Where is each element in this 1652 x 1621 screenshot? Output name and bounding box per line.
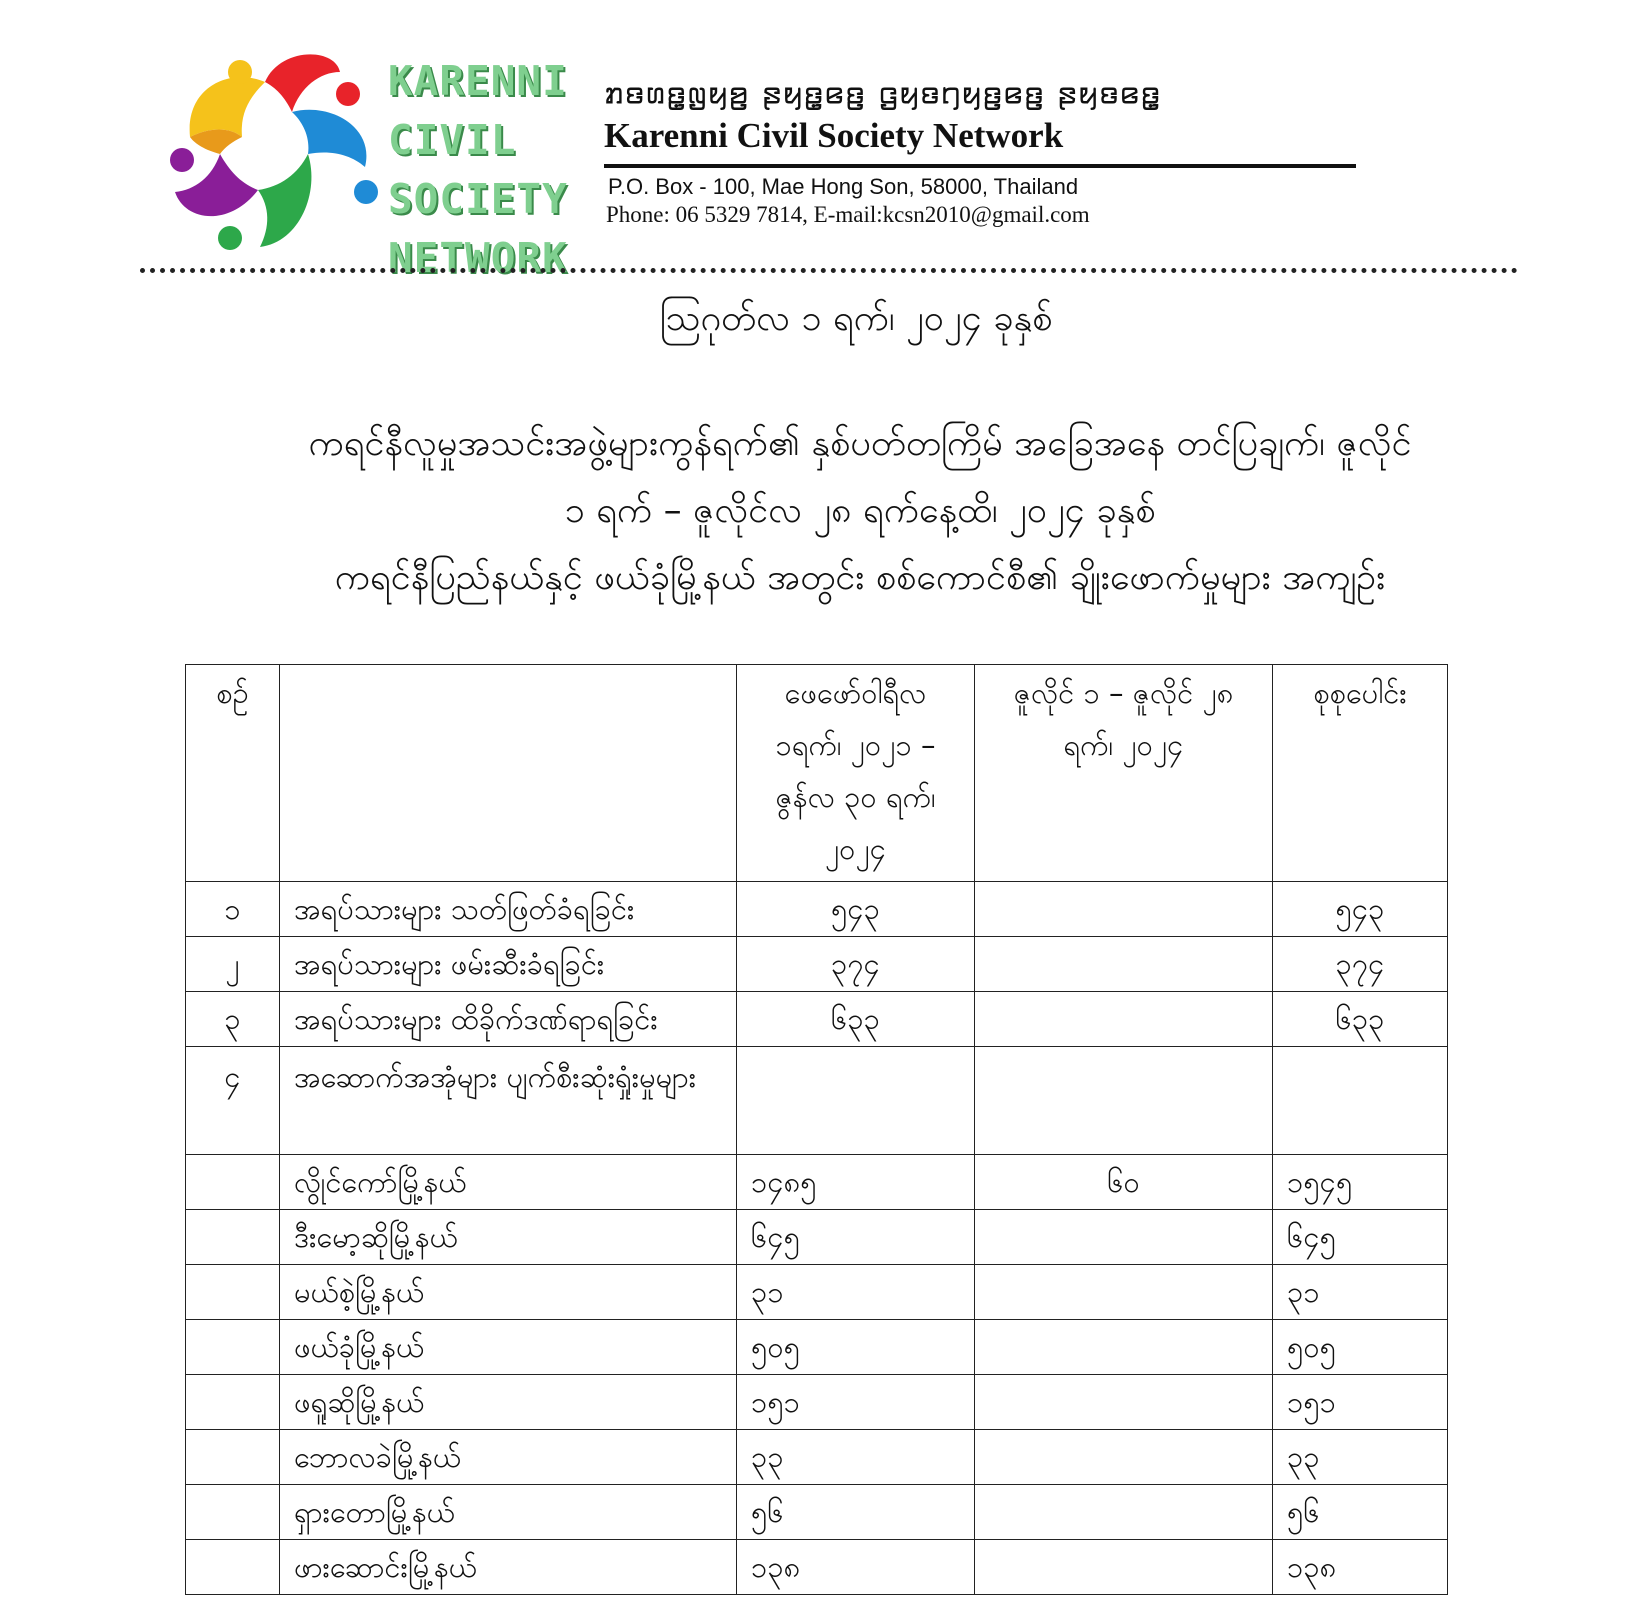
cell-item: အရပ်သားများ ဖမ်းဆီးခံရခြင်း	[280, 937, 737, 992]
cell-total: ၃၁	[1273, 1265, 1448, 1320]
table-row	[186, 1485, 1448, 1540]
table-row	[186, 1210, 1448, 1265]
report-date: ဩဂုတ်လ ၁ ရက်၊ ၂၀၂၄ ခုနှစ်	[659, 298, 1053, 339]
logo-word: CIVIL	[388, 116, 517, 164]
dotted-divider	[140, 262, 1518, 273]
cell-no	[186, 1265, 280, 1320]
cell-period-b	[975, 1485, 1273, 1540]
kcsn-logo	[170, 42, 385, 257]
cell-total: ၅၀၅	[1273, 1320, 1448, 1375]
cell-period-a: ၁၅၁	[737, 1375, 975, 1430]
cell-total: ၁၅၁	[1273, 1375, 1448, 1430]
cell-period-a: ၅၀၅	[737, 1320, 975, 1375]
cell-item: အဆောက်အအုံများ ပျက်စီးဆုံးရှုံးမှုများ	[280, 1047, 737, 1155]
table-row	[186, 1155, 1448, 1210]
table-row	[186, 1047, 1448, 1155]
cell-total: ၆၃၃	[1273, 992, 1448, 1047]
cell-no	[186, 1210, 280, 1265]
table-row	[186, 1375, 1448, 1430]
cell-period-a: ၃၇၄	[737, 937, 975, 992]
cell-no	[186, 1485, 280, 1540]
col-header-total: စုစုပေါင်း	[1273, 665, 1448, 882]
cell-period-a: ၆၃၃	[737, 992, 975, 1047]
cell-total: ၅၄၃	[1273, 882, 1448, 937]
cell-total: ၃၃	[1273, 1430, 1448, 1485]
cell-total: ၁၅၄၅	[1273, 1155, 1448, 1210]
col-header-no: စဉ်	[186, 665, 280, 882]
cell-no	[186, 1155, 280, 1210]
header-rule	[604, 164, 1356, 168]
cell-no	[186, 1430, 280, 1485]
cell-period-b	[975, 1430, 1273, 1485]
cell-item: ဖရူဆိုမြို့နယ်	[280, 1375, 737, 1430]
cell-period-a: ၁၄၈၅	[737, 1155, 975, 1210]
logo-word: KARENNI	[388, 57, 568, 105]
cell-no	[186, 1320, 280, 1375]
cell-period-b	[975, 1047, 1273, 1155]
cell-period-b: ၆၀	[975, 1155, 1273, 1210]
table-row	[186, 882, 1448, 937]
logo-wordmark	[388, 52, 593, 288]
headline-line: ကရင်နီလူမှုအသင်းအဖွဲ့များကွန်ရက်၏ နှစ်ပတ်တကြိမ် အခြေအနေ တင်ပြချက်၊ ဇူလိုင်	[308, 423, 1412, 464]
cell-item: မယ်စဲ့မြို့နယ်	[280, 1265, 737, 1320]
cell-item: လွိုင်ကော်မြို့နယ်	[280, 1155, 737, 1210]
logo-word: SOCIETY	[388, 175, 568, 223]
cell-period-b	[975, 1265, 1273, 1320]
table-row	[186, 937, 1448, 992]
cell-item: အရပ်သားများ သတ်ဖြတ်ခံရခြင်း	[280, 882, 737, 937]
headline-line: ၁ ရက် – ဇူလိုင်လ ၂၈ ရက်နေ့ထိ၊ ၂၀၂၄ ခုနှစ်	[564, 490, 1156, 531]
cell-period-a: ၃၁	[737, 1265, 975, 1320]
cell-item: ဖယ်ခုံမြို့နယ်	[280, 1320, 737, 1375]
cell-item: အရပ်သားများ ထိခိုက်ဒဏ်ရာရခြင်း	[280, 992, 737, 1047]
cell-period-b	[975, 1210, 1273, 1265]
cell-item: ရှားတောမြို့နယ်	[280, 1485, 737, 1540]
cell-period-b	[975, 992, 1273, 1047]
cell-period-b	[975, 937, 1273, 992]
cell-total	[1273, 1047, 1448, 1155]
table-row	[186, 992, 1448, 1047]
cell-period-a	[737, 1047, 975, 1155]
cell-total: ၆၄၅	[1273, 1210, 1448, 1265]
table-header-row	[186, 665, 1448, 882]
col-header-period-a: ဖေဖော်ဝါရီလ ၁ရက်၊ ၂၀၂၁ – ဇွန်လ ၃၀ ရက်၊ ၂၀၂၄	[737, 665, 975, 882]
cell-period-a: ၃၃	[737, 1430, 975, 1485]
cell-period-b	[975, 882, 1273, 937]
violations-table	[185, 664, 1448, 1595]
org-name-english: Karenni Civil Society Network	[604, 116, 1064, 155]
cell-period-a: ၅၆	[737, 1485, 975, 1540]
table-row	[186, 1265, 1448, 1320]
org-name-karenni: ꤊꤢꤛꤢ꤭ꤜꤟꤤ꤬ ꤔꤟꤢ꤭ꤕꤢ꤬ ꤞꤟꤢꤚꤟꤢ꤬ꤕꤢ꤬ ꤔꤟꤢꤕꤢ꤭	[604, 72, 1162, 111]
logo-word: NETWORK	[388, 234, 568, 282]
cell-period-b	[975, 1375, 1273, 1430]
cell-total: ၁၃၈	[1273, 1540, 1448, 1595]
col-header-period-b: ဇူလိုင် ၁ – ဇူလိုင် ၂၈ ရက်၊ ၂၀၂၄	[975, 665, 1273, 882]
cell-no	[186, 1540, 280, 1595]
headline-line: ကရင်နီပြည်နယ်နှင့် ဖယ်ခုံမြို့နယ် အတွင်း စစ်ကောင်စီ၏ ချိုးဖောက်မှုများ အကျဉ်း	[334, 557, 1386, 598]
cell-total: ၅၆	[1273, 1485, 1448, 1540]
table-row	[186, 1430, 1448, 1485]
org-address: P.O. Box - 100, Mae Hong Son, 58000, Thailand	[608, 174, 1079, 199]
table-row	[186, 1320, 1448, 1375]
org-contact: Phone: 06 5329 7814, E-mail:kcsn2010@gmail.com	[606, 202, 1090, 227]
cell-total: ၃၇၄	[1273, 937, 1448, 992]
cell-no: ၃	[186, 992, 280, 1047]
table-row	[186, 1540, 1448, 1595]
cell-no	[186, 1375, 280, 1430]
cell-period-b	[975, 1320, 1273, 1375]
cell-no: ၁	[186, 882, 280, 937]
cell-period-a: ၅၄၃	[737, 882, 975, 937]
cell-item: ဖားဆောင်းမြို့နယ်	[280, 1540, 737, 1595]
cell-period-a: ၆၄၅	[737, 1210, 975, 1265]
report-headline	[180, 410, 1540, 611]
cell-item: ဒီးမော့ဆိုမြို့နယ်	[280, 1210, 737, 1265]
cell-period-a: ၁၃၈	[737, 1540, 975, 1595]
cell-item: ဘောလခဲမြို့နယ်	[280, 1430, 737, 1485]
cell-period-b	[975, 1540, 1273, 1595]
cell-no: ၄	[186, 1047, 280, 1155]
cell-no: ၂	[186, 937, 280, 992]
col-header-item	[280, 665, 737, 882]
